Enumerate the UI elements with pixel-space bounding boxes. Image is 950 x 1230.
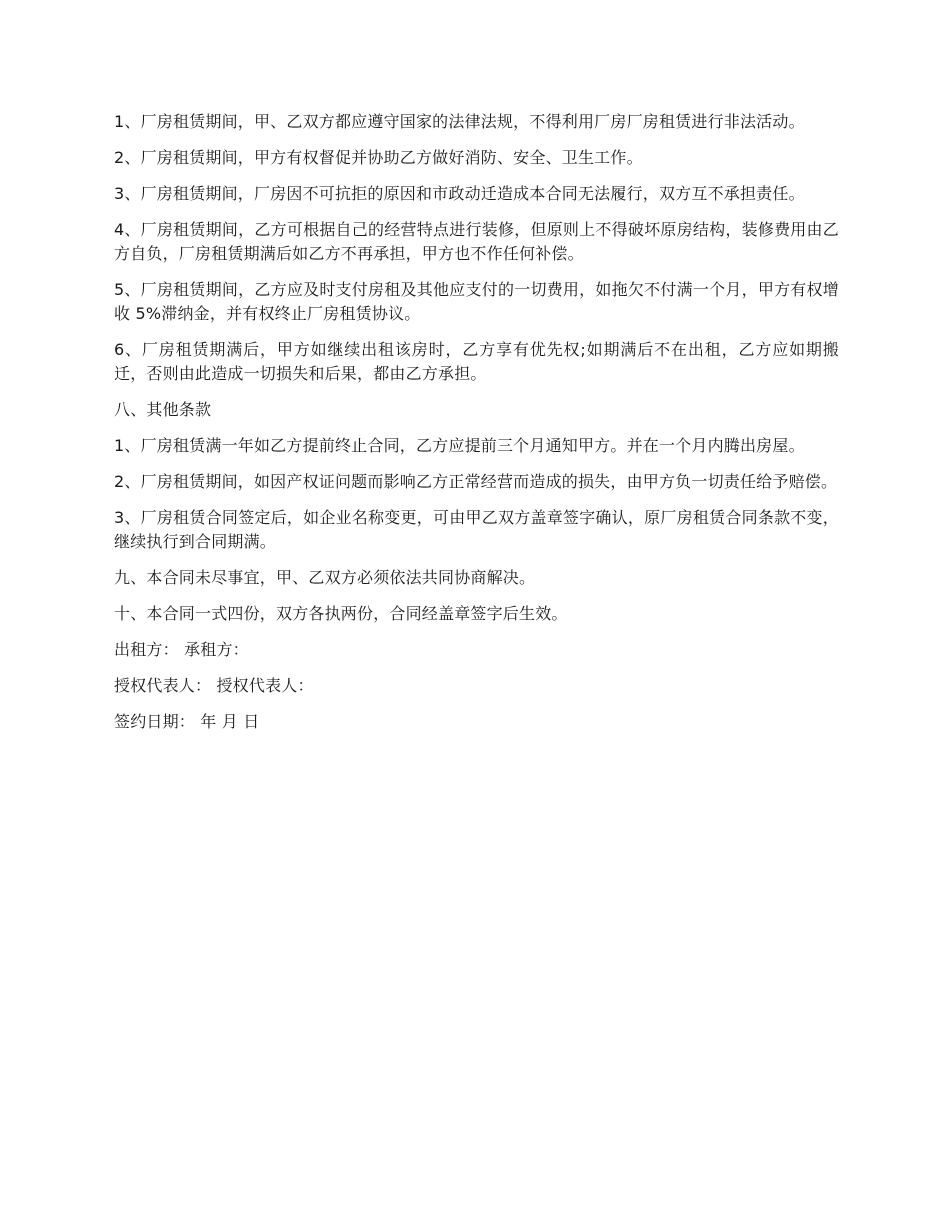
signature-parties-line: 出租方： 承租方：: [114, 640, 249, 659]
signature-date-line: 签约日期： 年 月 日: [114, 712, 260, 731]
signature-representatives-line: 授权代表人： 授权代表人：: [114, 676, 314, 695]
clause-paragraph: 2、厂房租赁期间，如因产权证问题而影响乙方正常经营而造成的损失，由甲方负一切责任给予赔偿。: [114, 472, 838, 491]
clause-paragraph: 2、厂房租赁期间，甲方有权督促并协助乙方做好消防、安全、卫生工作。: [114, 148, 643, 167]
clause-paragraph: 3、厂房租赁期间，厂房因不可抗拒的原因和市政动迁造成本合同无法履行，双方互不承担责任。: [114, 184, 805, 203]
clause-paragraph: 1、厂房租赁期间，甲、乙双方都应遵守国家的法律法规，不得利用厂房厂房租赁进行非法活动。: [114, 112, 805, 131]
clause-paragraph: 5、厂房租赁期间，乙方应及时支付房租及其他应支付的一切费用，如拖欠不付满一个月，甲方有权增收 5%滞纳金，并有权终止厂房租赁协议。: [114, 280, 839, 323]
clause-paragraph: 3、厂房租赁合同签定后，如企业名称变更，可由甲乙双方盖章签字确认，原厂房租赁合同条款不变，继续执行到合同期满。: [114, 508, 839, 551]
document-body: [114, 110, 839, 746]
section-heading: 九、本合同未尽事宜，甲、乙双方必须依法共同协商解决。: [114, 568, 536, 587]
section-heading: 八、其他条款: [114, 400, 212, 419]
clause-paragraph: 1、厂房租赁满一年如乙方提前终止合同，乙方应提前三个月通知甲方。并在一个月内腾出房屋。: [114, 436, 805, 455]
clause-paragraph: 4、厂房租赁期间，乙方可根据自己的经营特点进行装修，但原则上不得破坏原房结构，装修费用由乙方自负，厂房租赁期满后如乙方不再承担，甲方也不作任何补偿。: [114, 220, 839, 263]
section-heading: 十、本合同一式四份，双方各执两份，合同经盖章签字后生效。: [114, 604, 568, 623]
clause-paragraph: 6、厂房租赁期满后，甲方如继续出租该房时，乙方享有优先权;如期满后不在出租，乙方应如期搬迁，否则由此造成一切损失和后果，都由乙方承担。: [114, 340, 839, 383]
